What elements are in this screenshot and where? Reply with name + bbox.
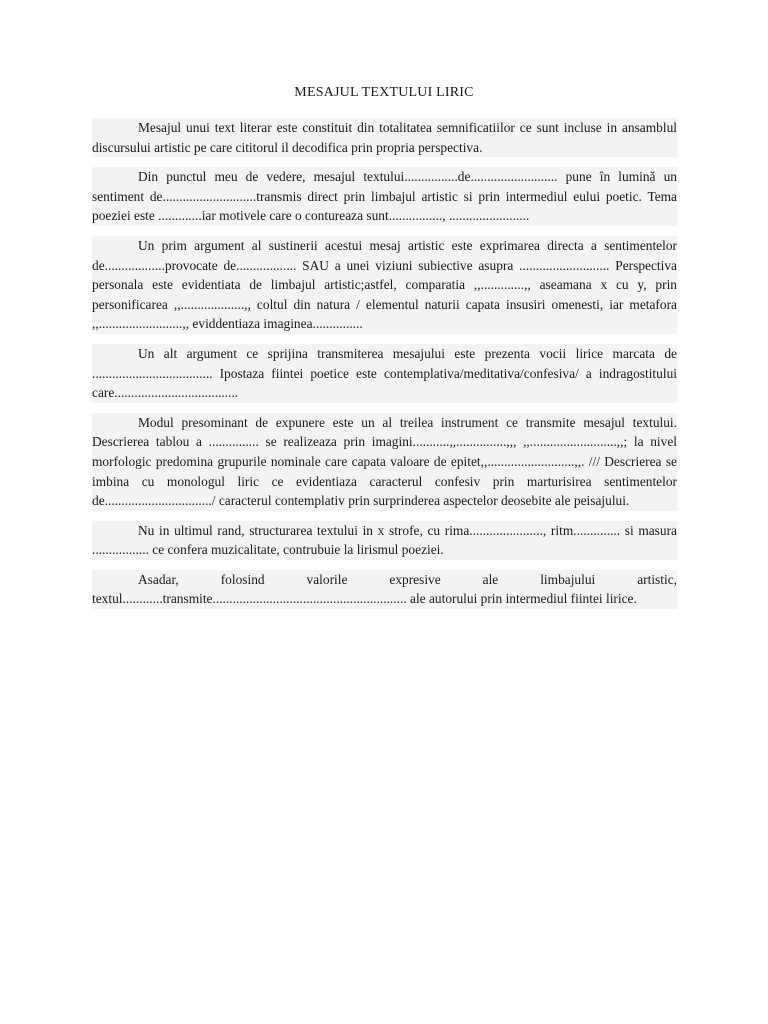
paragraph-conclusion: Asadar, folosind valorile expresive ale limbajului artistic, textul............transmite.......................................................... ale autorului prin intermediul fiintei lirice.: [92, 570, 677, 609]
document-body: [92, 118, 677, 619]
paragraph-third-argument: Modul presominant de expunere este un al treilea instrument ce transmite mesajul textului. Descrierea tablou a ............... se realizeaza prin imagini...........,,...............,,, ,,..........................,,; la nivel morfologic predomina grupurile nominale care capata valoare de epitet,,..........................,,. /// Descrierea se imbina cu monologul liric ce evidentiaza caracterul confesiv prin marturisirea sentimentelor de................................/ caracterul contemplativ prin surprinderea aspectelor deosebite ale peisajului.: [92, 413, 677, 511]
paragraph-point-of-view: Din punctul meu de vedere, mesajul textului................de.......................... pune în lumină un sentiment de............................transmis direct prin limbajul artistic si prin intermediul eului poetic. Tema poeziei este .............iar motivele care o contureaza sunt................, ........................: [92, 167, 677, 226]
paragraph-second-argument: Un alt argument ce sprijina transmiterea mesajului este prezenta vocii lirice marcata de .................................... Ipostaza fiintei poetice este contemplativa/meditativa/confesiva/ a indragostitului care.....................................: [92, 344, 677, 403]
paragraph-intro: Mesajul unui text literar este constituit din totalitatea semnificatiilor ce sunt incluse in ansamblul discursului artistic pe care cititorul il decodifica prin propria perspectiva.: [92, 118, 677, 157]
paragraph-structure: Nu in ultimul rand, structurarea textului in x strofe, cu rima......................, ritm.............. si masura ................. ce confera muzicalitate, contrubuie la lirismul poeziei.: [92, 521, 677, 560]
document-title: MESAJUL TEXTULUI LIRIC: [294, 85, 474, 100]
paragraph-first-argument: Un prim argument al sustinerii acestui mesaj artistic este exprimarea directa a sentimentelor de..................provocate de.................. SAU a unei viziuni subiective asupra ........................... Perspectiva personala este evidentiata de limbajul artistic;astfel, comparatia ,,.............,, aseamana x cu y, prin personificarea ,,...................,, coltul din natura / elementul naturii capata insusiri omenesti, iar metafora ,,.........................,, eviddentiaza imaginea...............: [92, 236, 677, 334]
